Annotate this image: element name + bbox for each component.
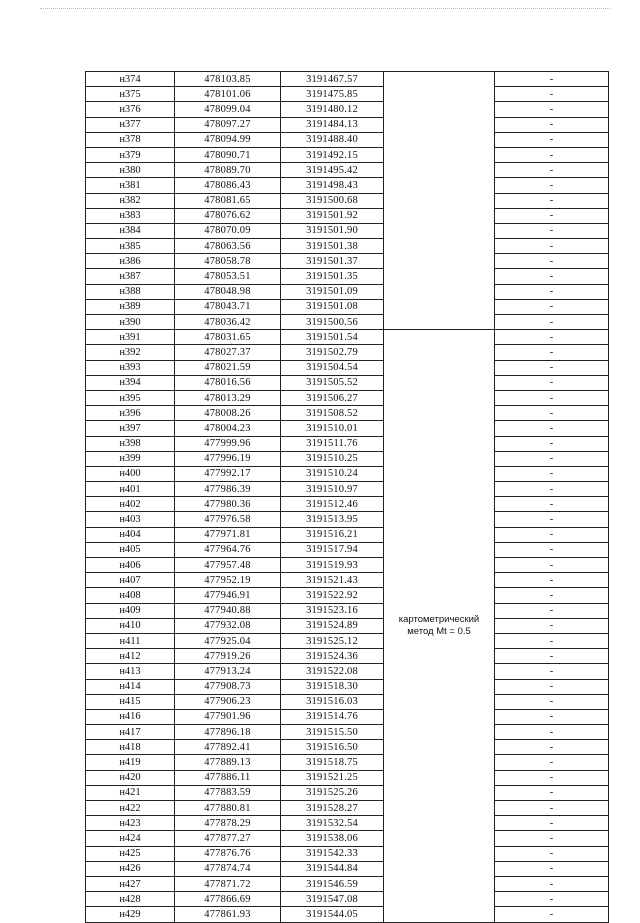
table-row [86,360,609,375]
table-row [86,451,609,466]
cell-y: 3191519.93 [281,558,384,573]
cell-y: 3191488.40 [281,132,384,147]
table-row [86,315,609,330]
table-row [86,740,609,755]
cell-y: 3191501.35 [281,269,384,284]
cell-mark: - [495,223,609,238]
cell-y: 3191542.33 [281,846,384,861]
cell-mark: - [495,330,609,345]
cell-point: н391 [86,330,175,345]
table-row [86,907,609,922]
cell-mark: - [495,618,609,633]
cell-mark: - [495,375,609,390]
cell-mark: - [495,679,609,694]
cell-x: 477913.24 [175,664,281,679]
cell-x: 478089.70 [175,163,281,178]
cell-point: н419 [86,755,175,770]
cell-mark: - [495,542,609,557]
cell-x: 477874.74 [175,861,281,876]
cell-mark: - [495,755,609,770]
cell-x: 478086.43 [175,178,281,193]
cell-point: н392 [86,345,175,360]
table-row [86,254,609,269]
cell-point: н386 [86,254,175,269]
cell-y: 3191516.50 [281,740,384,755]
cell-point: н425 [86,846,175,861]
cell-y: 3191523.16 [281,603,384,618]
cell-y: 3191528.27 [281,801,384,816]
cell-x: 477889.13 [175,755,281,770]
cell-y: 3191475.85 [281,87,384,102]
cell-y: 3191504.54 [281,360,384,375]
cell-x: 478048.98 [175,284,281,299]
cell-x: 478099.04 [175,102,281,117]
cell-y: 3191510.97 [281,482,384,497]
cell-mark: - [495,421,609,436]
table-row [86,436,609,451]
cell-y: 3191501.37 [281,254,384,269]
cell-x: 477883.59 [175,785,281,800]
table-row [86,299,609,314]
cell-point: н388 [86,284,175,299]
cell-y: 3191510.01 [281,421,384,436]
table-row [86,861,609,876]
cell-x: 477906.23 [175,694,281,709]
cell-point: н412 [86,649,175,664]
cell-point: н428 [86,892,175,907]
cell-x: 477952.19 [175,573,281,588]
table-row [86,512,609,527]
cell-x: 478021.59 [175,360,281,375]
cell-mark: - [495,254,609,269]
cell-mark: - [495,193,609,208]
table-row [86,618,609,633]
table-row [86,876,609,891]
cell-x: 477925.04 [175,633,281,648]
table-row [86,816,609,831]
cell-mark: - [495,603,609,618]
cell-y: 3191515.50 [281,725,384,740]
table-row [86,497,609,512]
cell-point: н409 [86,603,175,618]
cell-point: н384 [86,223,175,238]
cell-point: н390 [86,315,175,330]
cell-point: н422 [86,801,175,816]
table-row [86,178,609,193]
cell-y: 3191514.76 [281,709,384,724]
cell-x: 478081.65 [175,193,281,208]
cell-point: н394 [86,375,175,390]
cell-y: 3191467.57 [281,72,384,87]
cell-mark: - [495,239,609,254]
cell-x: 477992.17 [175,466,281,481]
cell-mark: - [495,72,609,87]
cell-mark: - [495,406,609,421]
table-row [86,542,609,557]
cell-x: 478004.23 [175,421,281,436]
cell-y: 3191495.42 [281,163,384,178]
cell-mark: - [495,132,609,147]
cell-point: н414 [86,679,175,694]
cell-x: 478101.06 [175,87,281,102]
cell-x: 477957.48 [175,558,281,573]
cell-y: 3191517.94 [281,542,384,557]
cell-point: н420 [86,770,175,785]
cell-x: 477980.36 [175,497,281,512]
table-row [86,649,609,664]
cell-point: н378 [86,132,175,147]
cell-point: н413 [86,664,175,679]
cell-x: 478094.99 [175,132,281,147]
cell-mark: - [495,588,609,603]
cell-point: н402 [86,497,175,512]
cell-y: 3191500.68 [281,193,384,208]
cell-y: 3191516.21 [281,527,384,542]
table-row [86,725,609,740]
cell-mark: - [495,102,609,117]
table-row [86,831,609,846]
table-row [86,846,609,861]
cell-x: 478058.78 [175,254,281,269]
cell-x: 478090.71 [175,147,281,162]
table-row [86,755,609,770]
cell-mark: - [495,360,609,375]
table-row [86,390,609,405]
cell-x: 478103.85 [175,72,281,87]
cell-mark: - [495,633,609,648]
cell-point: н423 [86,816,175,831]
cell-y: 3191510.24 [281,466,384,481]
cell-x: 478013.29 [175,390,281,405]
cell-y: 3191525.26 [281,785,384,800]
cell-mark: - [495,284,609,299]
cell-y: 3191510.25 [281,451,384,466]
cell-point: н418 [86,740,175,755]
table-row [86,87,609,102]
cell-x: 477871.72 [175,876,281,891]
cell-y: 3191518.75 [281,755,384,770]
cell-mark: - [495,664,609,679]
cell-x: 477996.19 [175,451,281,466]
cell-x: 477877.27 [175,831,281,846]
cell-y: 3191500.56 [281,315,384,330]
cell-mark: - [495,497,609,512]
cell-x: 477866.69 [175,892,281,907]
cell-x: 477880.81 [175,801,281,816]
cell-mark: - [495,816,609,831]
cell-y: 3191522.08 [281,664,384,679]
cell-point: н404 [86,527,175,542]
cell-y: 3191511.76 [281,436,384,451]
cell-point: н429 [86,907,175,922]
method-cell: картометрический метод Mt = 0.5 [384,330,495,922]
cell-point: н410 [86,618,175,633]
cell-point: н376 [86,102,175,117]
cell-point: н426 [86,861,175,876]
cell-y: 3191501.92 [281,208,384,223]
cell-point: н382 [86,193,175,208]
coordinates-table-body [86,72,609,923]
cell-y: 3191524.89 [281,618,384,633]
coordinates-table-wrap [85,71,608,923]
table-row [86,147,609,162]
cell-mark: - [495,831,609,846]
cell-point: н406 [86,558,175,573]
table-row [86,193,609,208]
cell-y: 3191498.43 [281,178,384,193]
cell-point: н395 [86,390,175,405]
cell-point: н408 [86,588,175,603]
cell-mark: - [495,770,609,785]
cell-mark: - [495,558,609,573]
table-row [86,664,609,679]
table-row [86,527,609,542]
cell-point: н407 [86,573,175,588]
cell-x: 477946.91 [175,588,281,603]
cell-x: 477932.08 [175,618,281,633]
cell-x: 478076.62 [175,208,281,223]
cell-y: 3191516.03 [281,694,384,709]
cell-x: 478027.37 [175,345,281,360]
cell-x: 477940.88 [175,603,281,618]
cell-x: 477878.29 [175,816,281,831]
cell-mark: - [495,87,609,102]
cell-point: н389 [86,299,175,314]
cell-mark: - [495,117,609,132]
table-row [86,770,609,785]
cell-point: н377 [86,117,175,132]
cell-y: 3191484.13 [281,117,384,132]
cell-point: н427 [86,876,175,891]
table-row [86,709,609,724]
table-row [86,72,609,87]
cell-point: н411 [86,633,175,648]
cell-mark: - [495,345,609,360]
cell-point: н405 [86,542,175,557]
cell-y: 3191532.54 [281,816,384,831]
cell-x: 478063.56 [175,239,281,254]
cell-x: 477986.39 [175,482,281,497]
table-row [86,163,609,178]
cell-point: н396 [86,406,175,421]
cell-y: 3191512.46 [281,497,384,512]
table-row [86,801,609,816]
cell-y: 3191501.54 [281,330,384,345]
cell-mark: - [495,315,609,330]
cell-x: 477908.73 [175,679,281,694]
table-row [86,132,609,147]
cell-point: н398 [86,436,175,451]
cell-mark: - [495,573,609,588]
cell-mark: - [495,740,609,755]
table-row [86,573,609,588]
cell-mark: - [495,649,609,664]
coordinates-table [85,71,609,923]
cell-x: 477892.41 [175,740,281,755]
cell-point: н400 [86,466,175,481]
cell-point: н379 [86,147,175,162]
table-row [86,284,609,299]
cell-y: 3191513.95 [281,512,384,527]
cell-x: 477964.76 [175,542,281,557]
cell-point: н374 [86,72,175,87]
cell-mark: - [495,163,609,178]
cell-point: н393 [86,360,175,375]
cell-mark: - [495,694,609,709]
table-row [86,102,609,117]
cell-y: 3191521.43 [281,573,384,588]
cell-mark: - [495,846,609,861]
cell-point: н415 [86,694,175,709]
table-row [86,208,609,223]
cell-y: 3191502.79 [281,345,384,360]
table-row [86,785,609,800]
table-row [86,679,609,694]
cell-mark: - [495,801,609,816]
cell-y: 3191501.38 [281,239,384,254]
cell-x: 477861.93 [175,907,281,922]
cell-mark: - [495,451,609,466]
cell-mark: - [495,482,609,497]
cell-mark: - [495,390,609,405]
cell-mark: - [495,861,609,876]
cell-x: 477971.81 [175,527,281,542]
cell-mark: - [495,299,609,314]
table-row [86,633,609,648]
cell-x: 477876.76 [175,846,281,861]
table-row [86,223,609,238]
cell-x: 478070.09 [175,223,281,238]
cell-point: н424 [86,831,175,846]
cell-y: 3191522.92 [281,588,384,603]
cell-y: 3191547.08 [281,892,384,907]
cell-x: 477999.96 [175,436,281,451]
cell-y: 3191508.52 [281,406,384,421]
cell-mark: - [495,725,609,740]
cell-x: 477896.18 [175,725,281,740]
cell-point: н385 [86,239,175,254]
cell-point: н421 [86,785,175,800]
empty-method-cell [384,72,495,330]
cell-point: н387 [86,269,175,284]
cell-point: н416 [86,709,175,724]
cell-x: 478008.26 [175,406,281,421]
cell-point: н397 [86,421,175,436]
cell-x: 478016.56 [175,375,281,390]
cell-y: 3191524.36 [281,649,384,664]
cell-y: 3191538.06 [281,831,384,846]
cell-point: н381 [86,178,175,193]
cell-x: 477886.11 [175,770,281,785]
cell-mark: - [495,907,609,922]
cell-mark: - [495,466,609,481]
cell-point: н401 [86,482,175,497]
table-row [86,558,609,573]
table-row [86,345,609,360]
cell-point: н417 [86,725,175,740]
cell-mark: - [495,892,609,907]
table-row [86,406,609,421]
cell-y: 3191501.90 [281,223,384,238]
cell-mark: - [495,147,609,162]
cell-x: 477901.96 [175,709,281,724]
table-row [86,482,609,497]
cell-point: н399 [86,451,175,466]
cell-y: 3191546.59 [281,876,384,891]
cell-point: н403 [86,512,175,527]
table-row [86,117,609,132]
cell-mark: - [495,876,609,891]
cell-mark: - [495,527,609,542]
cell-y: 3191501.08 [281,299,384,314]
page-top-edge-line [40,8,610,10]
cell-mark: - [495,178,609,193]
cell-mark: - [495,208,609,223]
cell-mark: - [495,785,609,800]
cell-point: н375 [86,87,175,102]
cell-x: 478036.42 [175,315,281,330]
cell-y: 3191521.25 [281,770,384,785]
cell-mark: - [495,709,609,724]
cell-y: 3191492.15 [281,147,384,162]
cell-x: 477976.58 [175,512,281,527]
cell-y: 3191480.12 [281,102,384,117]
cell-y: 3191544.05 [281,907,384,922]
cell-y: 3191506.27 [281,390,384,405]
table-row [86,466,609,481]
cell-y: 3191518.30 [281,679,384,694]
table-row [86,588,609,603]
table-row [86,375,609,390]
table-row [86,269,609,284]
cell-point: н383 [86,208,175,223]
table-row [86,421,609,436]
table-row [86,330,609,345]
cell-x: 478031.65 [175,330,281,345]
table-row [86,239,609,254]
cell-mark: - [495,269,609,284]
cell-x: 477919.26 [175,649,281,664]
cell-y: 3191525.12 [281,633,384,648]
cell-mark: - [495,436,609,451]
cell-y: 3191505.52 [281,375,384,390]
cell-y: 3191544.84 [281,861,384,876]
table-row [86,603,609,618]
cell-mark: - [495,512,609,527]
cell-x: 478043.71 [175,299,281,314]
table-row [86,694,609,709]
cell-y: 3191501.09 [281,284,384,299]
cell-x: 478053.51 [175,269,281,284]
cell-point: н380 [86,163,175,178]
cell-x: 478097.27 [175,117,281,132]
